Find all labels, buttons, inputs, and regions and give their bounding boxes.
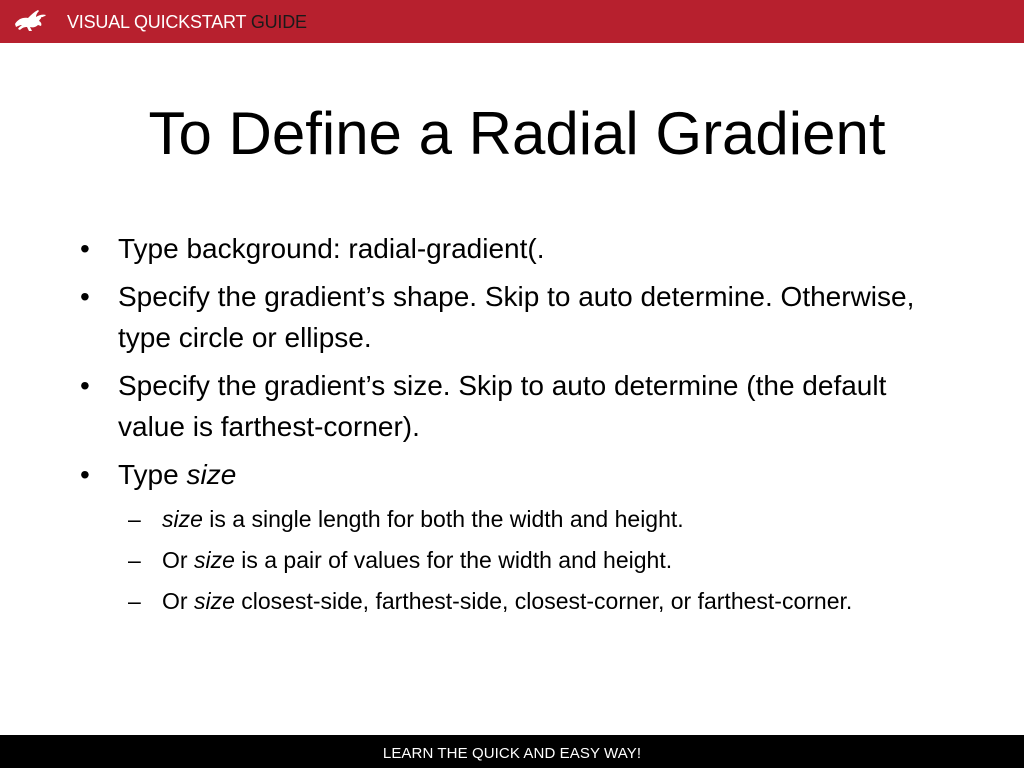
slide-title: To Define a Radial Gradient: [148, 100, 886, 167]
sub-bullet-marker: –: [128, 506, 141, 532]
brand-word-visual: VISUAL: [67, 12, 130, 32]
bullet-marker: •: [80, 233, 90, 264]
bullet-text: Specify the gradient’s shape. Skip to auto determine. Otherwise, type circle or ellipse.: [118, 281, 915, 353]
sub-bullet-text: closest-side, farthest-side, closest-corner, or farthest-corner.: [234, 588, 853, 614]
bullet-text-lead: Type: [118, 459, 187, 490]
bullet-item: [76, 454, 956, 495]
brand-word-quickstart: QUICKSTART: [133, 12, 247, 32]
sub-bullet-item: [76, 502, 956, 536]
bullet-marker: •: [80, 281, 90, 312]
bullet-text: Specify the gradient’s size. Skip to auto determine (the default value is farthest-corner).: [118, 370, 887, 442]
bullet-marker: •: [80, 370, 90, 401]
bullet-text: Type background: radial-gradient(.: [118, 233, 545, 264]
slide-body: [76, 228, 956, 625]
sub-bullet-text: is a single length for both the width and height.: [202, 506, 684, 532]
sub-bullet-marker: –: [128, 588, 141, 614]
brand-name: [67, 12, 307, 32]
brand-word-guide: GUIDE: [250, 12, 307, 32]
bullet-item: [76, 365, 956, 447]
bullet-item: [76, 228, 956, 269]
sub-bullet-text: is a pair of values for the width and height.: [234, 547, 673, 573]
footer-tagline: LEARN THE QUICK AND EASY WAY!: [382, 745, 642, 762]
sub-bullet-lead: Or: [162, 588, 194, 614]
sub-bullet-lead: Or: [162, 547, 194, 573]
header-bar: [0, 0, 1024, 43]
sub-bullet-list: [76, 502, 956, 618]
sub-bullet-italic: size: [193, 588, 235, 614]
running-rabbit-icon: [12, 7, 48, 35]
sub-bullet-italic: size: [162, 506, 203, 532]
bullet-marker: •: [80, 459, 90, 490]
bullet-item: [76, 276, 956, 358]
footer-bar: [0, 735, 1024, 768]
sub-bullet-italic: size: [193, 547, 235, 573]
sub-bullet-marker: –: [128, 547, 141, 573]
sub-bullet-item: [76, 543, 956, 577]
bullet-text-italic: size: [186, 459, 237, 490]
sub-bullet-item: [76, 584, 956, 618]
